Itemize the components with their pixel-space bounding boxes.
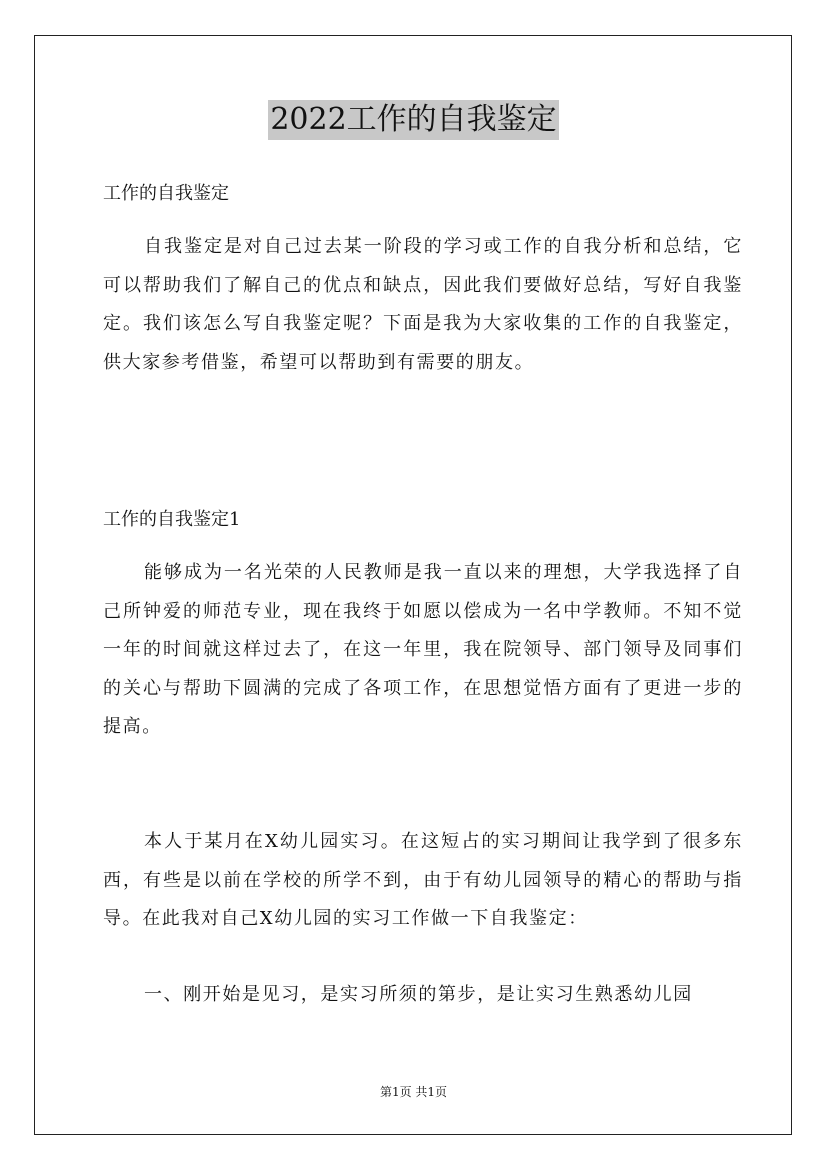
page-footer: 第1页 共1页: [379, 1085, 448, 1099]
document-title: 2022工作的自我鉴定: [268, 100, 558, 140]
title-wrap: [0, 100, 827, 140]
body-paragraph-2: 本人于某月在X幼儿园实习。在这短占的实习期间让我学到了很多东西，有些是以前在学校的所学不到，由于有幼儿园领导的精心的帮助与指导。在此我对自己X幼儿园的实习工作做一下自我鉴定：: [103, 831, 743, 929]
body-paragraph-1: 能够成为一名光荣的人民教师是我一直以来的理想，大学我选择了自己所钟爱的师范专业，现在我终于如愿以偿成为一名中学教师。不知不觉一年的时间就这样过去了，在这一年里，我在院领导、部门领导及同事们的关心与帮助下圆满的完成了各项工作，在思想觉悟方面有了更进一步的提高。: [103, 562, 743, 737]
intro-paragraph: 自我鉴定是对自己过去某一阶段的学习或工作的自我分析和总结，它可以帮助我们了解自己的优点和缺点，因此我们要做好总结，写好自我鉴定。我们该怎么写自我鉴定呢？下面是我为大家收集的工作的自我鉴定，供大家参考借鉴，希望可以帮助到有需要的朋友。: [103, 236, 743, 373]
section-heading-1: 工作的自我鉴定1: [103, 509, 241, 530]
body-paragraph-3: 一、刚开始是见习，是实习所须的第步，是让实习生熟悉幼儿园: [144, 984, 693, 1005]
subtitle-heading: 工作的自我鉴定: [103, 183, 229, 204]
